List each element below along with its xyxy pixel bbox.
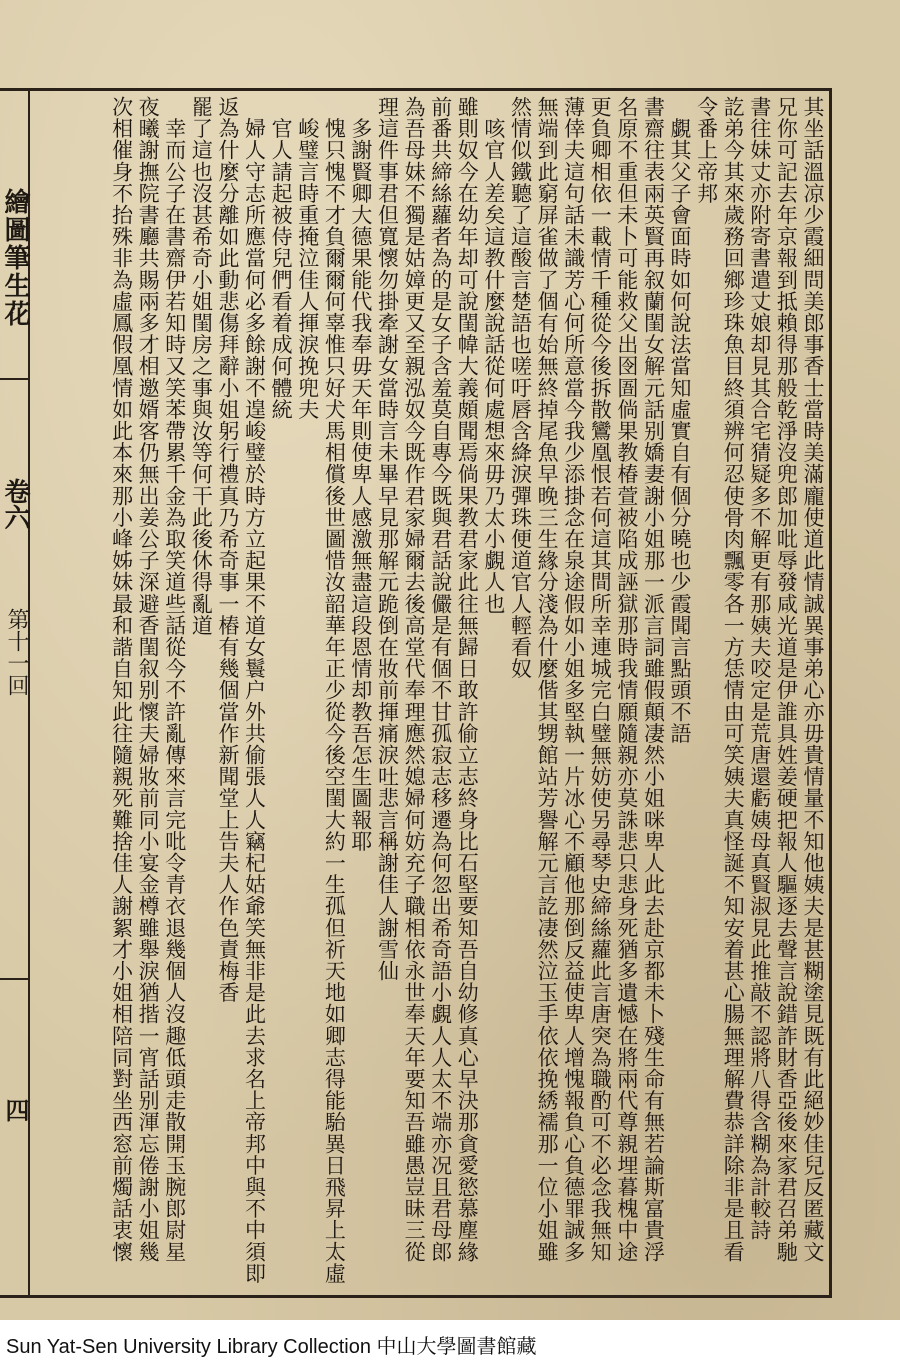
text-column: 為吾母妹不獨是姑嫜更又至親泓奴今既作君家婦爾去後高堂代奉理應然媳婦何妨充子職相依永世奉天年要知吾雖愚豈昧三從	[402, 96, 427, 1263]
library-caption: Sun Yat-Sen University Library Collection 中山大學圖書館藏	[6, 1336, 537, 1358]
text-column: 多謝賢卿大德果能代我奉毋天年則使卑人感激無盡這段恩情却教吾怎生圖報耶	[348, 96, 373, 852]
text-column: 薄倖夫這句話未識芳心何所意當今我少添掛念在泉途假如小姐多堅執一片冰心不顧他那倒反益使卑人增愧報負心負德罪誠多	[561, 96, 586, 1263]
text-column: 更負卿相依一載情千種從今後拆散鸞凰恨若何這其間所幸連城完白璧無妨使另尋琴史締絲蘿此言唐突為職酌可不必念我無知	[588, 96, 613, 1263]
spine-divider	[0, 978, 30, 980]
text-column: 幸而公子在書齋伊若知時又笑苯帶累千金為取笑道些話從今不許亂傳來言完吡令青衣退幾個人沒趣低頭走散開玉腕郎尉星	[162, 96, 187, 1263]
text-column: 覷其父子會面時如何說法當知虛實自有個分曉也少霞聞言點頭不語	[668, 96, 693, 744]
text-column: 書往妹丈亦附寄書遣丈娘却見其合宅猜疑多不解更有那姨夫咬定是荒唐還虧姨母真賢淑見此推敲不認將八得含糊為計較詩	[747, 96, 772, 1241]
spine-page-number: 四	[1, 1098, 30, 1122]
text-column: 兄你可記去年京報到抵賴得那般乾淨沒兜郎加吡辱發咸光道是伊誰具姓姜硬把報人驅逐去聲言說錯詐財香亞後來家君召弟馳	[774, 96, 799, 1263]
text-column: 理這件事君但寬懷勿掛牽謝女當時言未畢早見那解元跪倒在妝前揮痛淚吐悲言稱謝佳人謝雪仙	[375, 96, 400, 982]
text-column: 咳官人差矣這教什麼說話從何處想來毋乃太小覷人也	[481, 96, 506, 615]
text-column: 書齋往表兩英賢再叙蘭閨女解元話别嬌妻謝小姐那一派言詞雖假顛凄然小姐咪卑人此去赴京都未卜殘生命有無若論斯富貴浮	[641, 96, 666, 1263]
spine-volume: 卷六	[0, 478, 30, 530]
spine-chapter: 第十一回	[4, 608, 29, 696]
text-column: 返為什麼分離如此動悲傷拜辭小姐躬行禮真乃希奇事一樁有幾個當作新聞堂上告夫人作色責梅香	[215, 96, 240, 1004]
page-spine	[0, 88, 30, 1298]
text-column: 夜曦謝撫院書廳共賜兩多才相邀婿客仍無出姜公子深避香閨叙别懷夫婦妝前同小宴金樽雖舉淚猶揩一宵話别渾忘倦謝小姐幾	[136, 96, 161, 1263]
text-column: 愧只愧不才負爾爾何辜惟只好犬馬相償後世圖惜汝韶華年正少從今後空閨大約一生孤但祈天地如卿志得能駘異日飛昇上太虛	[322, 96, 347, 1284]
text-column: 然情似鐵聽了這酸言楚語也嗟吁唇含絳淚彈珠便道官人輕看奴	[508, 96, 533, 680]
text-column: 無端到此窮屏雀做了個有始無終掉尾魚早晚三生緣分淺為什麼偕其甥館站芳譽解元言訖凄然泣玉手依依挽綉襦那一位小姐雖	[535, 96, 560, 1263]
text-column: 名原不重但未卜可能救父出囹圄倘果教椿萱被陷成誣獄那時我情願隨親亦莫誅悲只悲身死猶多遺憾在將兩代尊親埋暮槐中途	[614, 96, 639, 1263]
text-column: 罷了這也沒甚希奇小姐閨房之事與汝等何干此後休得亂道	[189, 96, 214, 636]
spine-divider	[0, 378, 30, 380]
vertical-text-body	[36, 96, 826, 1291]
text-column: 婦人守志所應當何必多餘謝不遑峻璧於時方立起果不道女鬟户外共偷張人人竊杞姑爺笑無非是此去求名上帝邦中與不中須即	[242, 96, 267, 1284]
text-column: 其坐話溫凉少霞細問美郎事香士當時美滿龐使道此情誠異事弟心亦毋貴情量不知他姨夫是甚糊塗見既有此絕妙佳兒反匿藏文	[801, 96, 825, 1263]
text-column: 峻璧言時重掩泣佳人揮淚挽兜夫	[295, 96, 320, 420]
text-column: 前番共締絲蘿者為的是女子含羞莫自專今既與君話說儼是有個不甘孤寂志移遷為何忽出希奇語小覷人人太不端亦况且君母郎	[428, 96, 453, 1263]
text-column: 雖則奴今在幼年却可說閨幃大義頗聞焉倘果教君家此往無歸日敢許偷立志終身比石堅要知吾自幼修真心早決那貪愛慾慕塵緣	[455, 96, 480, 1263]
text-column: 官人請起被侍兒們看着成何體統	[269, 96, 294, 420]
text-column: 令番上帝邦	[694, 96, 719, 204]
text-column: 訖弟今其來歲務回鄉珍珠魚目終須辨何忍使骨肉飄零各一方恁情由可笑姨夫真怪誕不知安着甚心腸無理解費恭詳除非是且看	[721, 96, 746, 1263]
spine-book-title: 繪圖筆生花	[0, 188, 30, 328]
text-column: 次相催身不抬殊非為虛鳳假凰情如此本來那小峰姊妹最和諧自知此往隨親死難捨佳人謝絮才小姐相陪同對坐西窓前燭話衷懷	[109, 96, 134, 1263]
